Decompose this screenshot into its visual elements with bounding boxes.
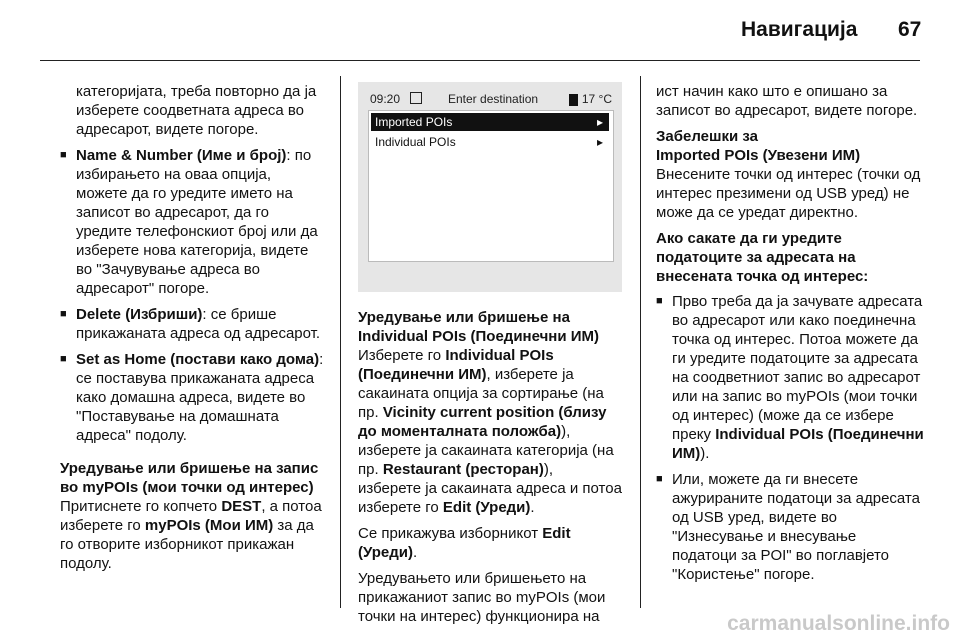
paragraph: Притиснете го копчето DEST, а потоа изберете го myPOIs (Мои ИМ) за да го отворите изборникот прикажан подолу. <box>60 498 322 572</box>
column-divider <box>640 76 641 608</box>
menu-item[interactable]: Individual POIs ▸ <box>375 135 603 149</box>
clock: 09:20 <box>370 92 401 106</box>
subheading: Ако сакате да ги уредите податоците за адресата на внесената точка од интерес: <box>656 230 869 285</box>
page-number: 67 <box>898 18 922 41</box>
paragraph: Уредувањето или бришењето на прикажаниот запис во myPOIs (мои точки на интерес) функционира на <box>358 570 606 625</box>
header-divider <box>40 60 920 61</box>
column-2 <box>358 82 628 633</box>
screen-title: Enter destination <box>448 92 539 106</box>
list-item: ■ Прво треба да ја зачувате адресата во адресарот или како поединечна точка од интерес. Потоа можете да ги уредите податоците за адресата на соодветниот запис во адресарот или на запис во myPOIs (мои точки од интерес) (може да се избере преку Individual POIs (Поединечни ИМ)). <box>656 292 924 463</box>
music-icon <box>569 94 578 106</box>
subheading: Уредување или бришење на запис во myPOIs (мои точки од интерес) <box>60 460 319 496</box>
column-3 <box>656 82 924 591</box>
list-item: ■ Set as Home (постави како дома): се поставува прикажаната адреса како домашна адреса, видете во "Поставување на домашната адреса" подолу. <box>60 350 326 445</box>
paragraph: ист начин како што е опишано за записот во адресарот, видете погоре. <box>656 83 918 119</box>
arrow-right-icon: ▸ <box>596 115 603 129</box>
check-icon <box>410 92 422 104</box>
watermark: carmanualsonline.info <box>727 612 950 635</box>
arrow-right-icon: ▸ <box>596 135 603 149</box>
menu-item[interactable]: Imported POIs ▸ <box>371 113 609 131</box>
list-item: ■ Или, можете да ги внесете ажурираните податоци за адресата од USB уред, видете во "Изнесување и внесување податоци за POI" во поглавјето "Користење" погоре. <box>656 470 924 584</box>
list-item: ■ Name & Number (Име и број): по избирањето на оваа опција, можете да го уредите името на записот во адресарот, да го уредите телефонскиот број или да изберете нова категорија, видете во "Зачувување адреса во адресарот" погоре. <box>60 146 326 298</box>
paragraph: Се прикажува изборникот Edit (Уреди). <box>358 525 571 561</box>
paragraph: категоријата, треба повторно да ја изберете соодветната адреса во адресарот, видете погоре. <box>76 83 317 138</box>
paragraph: Изберете го Individual POIs (Поединечни ИМ), изберете ја сакаината опција за сортирање (на пр. Vicinity current position (близу до моменталната положба)), изберете ја сакаината категорија (на пр. Restaurant (ресторан)), изберете ја сакаината адреса и потоа изберете го Edit (Уреди). <box>358 347 622 516</box>
column-divider <box>340 76 341 608</box>
subheading: Забелешки за Imported POIs (Увезени ИМ) <box>656 128 861 164</box>
column-1 <box>60 82 326 580</box>
list-item: ■ Delete (Избриши): се брише прикажаната адреса од адресарот. <box>60 305 326 343</box>
paragraph: Внесените точки од интерес (точки од интерес презимени од USB уред) не може да се уредат директно. <box>656 166 921 221</box>
status-bar <box>368 88 612 106</box>
subheading: Уредување или бришење на Individual POIs (Поединечни ИМ) <box>358 309 600 345</box>
section-title: Навигација <box>741 18 858 41</box>
temperature: 17 °C <box>569 90 612 109</box>
display-screenshot <box>358 82 622 292</box>
menu-list <box>368 110 614 262</box>
